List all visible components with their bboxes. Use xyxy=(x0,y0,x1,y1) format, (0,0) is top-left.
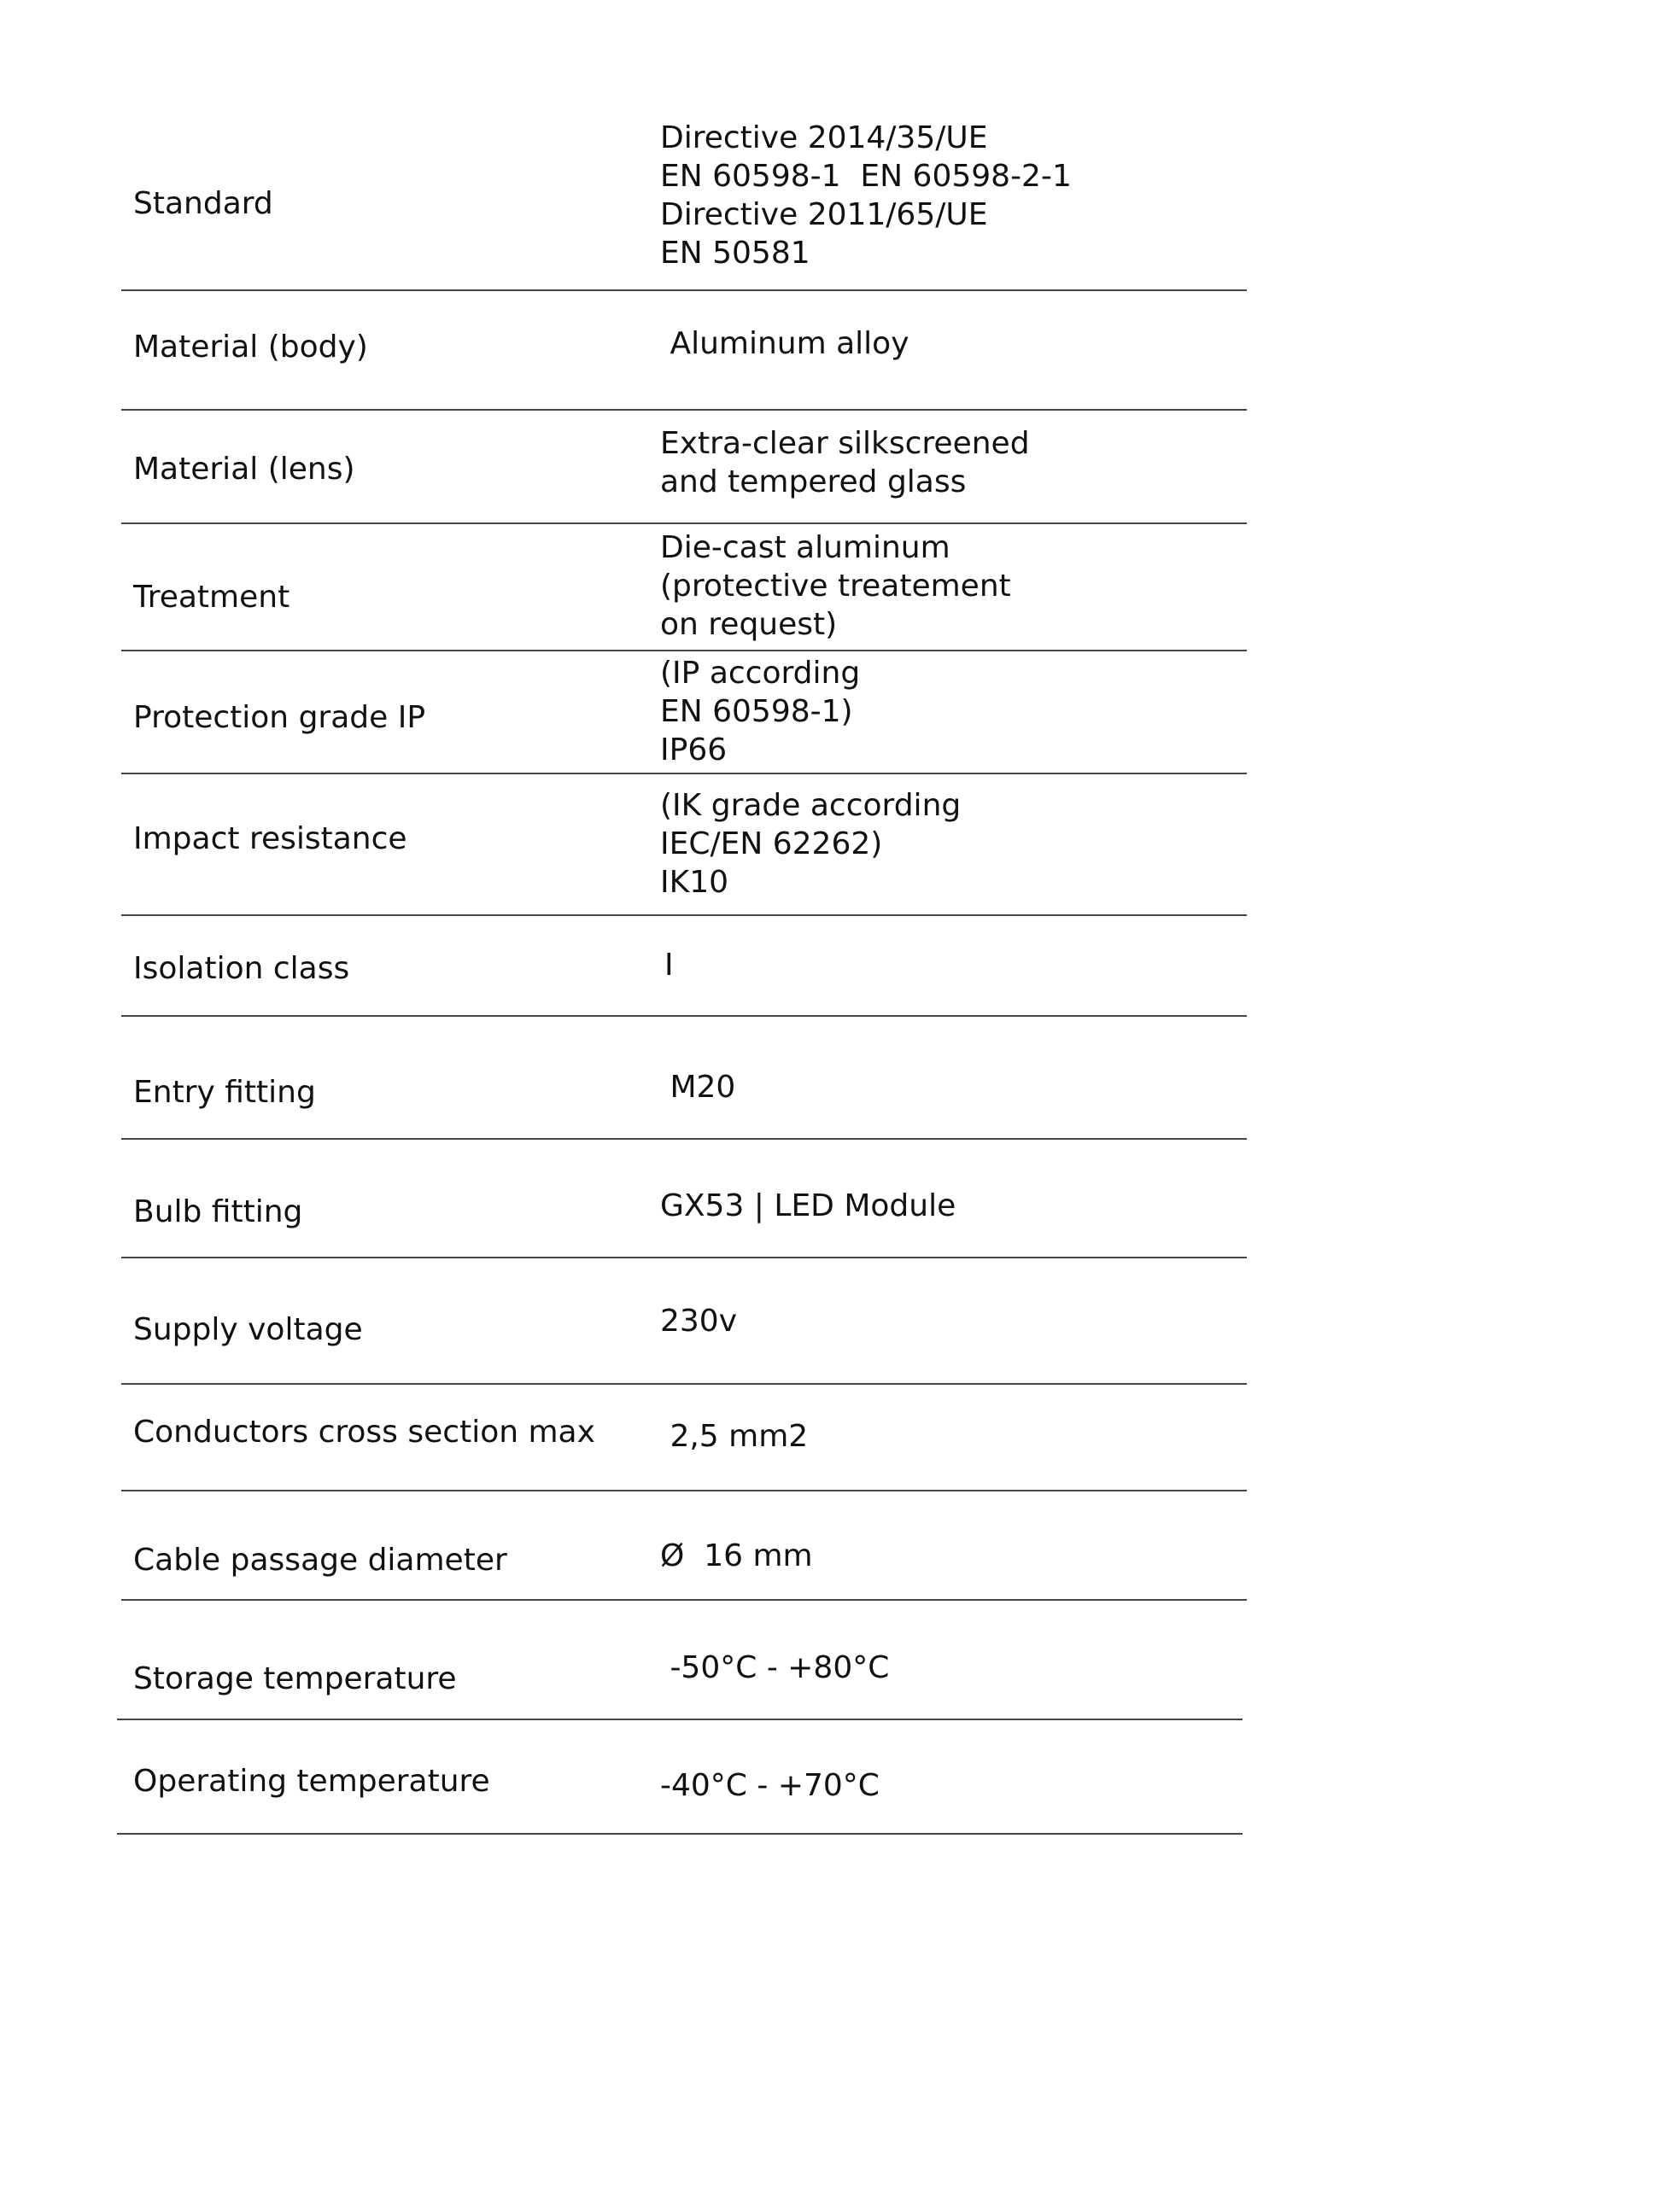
row-divider xyxy=(117,1833,1243,1835)
spec-value-treatment xyxy=(660,528,1011,644)
row-divider xyxy=(121,1490,1247,1491)
value-line: (IP according xyxy=(660,656,861,691)
value-line: EN 60598-1) xyxy=(660,694,853,729)
row-divider xyxy=(121,409,1247,411)
label-line: Isolation class xyxy=(133,951,350,986)
value-line: Aluminum alloy xyxy=(660,326,909,361)
spec-value-entry-fitting xyxy=(660,1068,735,1106)
spec-label-supply-voltage xyxy=(133,1310,363,1350)
spec-value-cable-passage xyxy=(660,1537,813,1575)
row-divider xyxy=(121,1257,1247,1258)
label-line: cross section max xyxy=(318,1415,595,1450)
row-divider xyxy=(117,1719,1243,1720)
value-line: IK10 xyxy=(660,865,729,900)
spec-label-material-body xyxy=(133,328,368,367)
value-line: 2,5 mm2 xyxy=(660,1419,809,1454)
row-divider xyxy=(121,522,1247,524)
value-line: Directive 2011/65/UE xyxy=(660,197,988,232)
spec-value-standard xyxy=(660,119,1072,272)
value-line: Extra-clear silkscreened xyxy=(660,426,1030,461)
value-line: and tempered glass xyxy=(660,464,967,499)
value-line: EN 50581 xyxy=(660,236,810,271)
label-line: Material (body) xyxy=(133,330,368,365)
spec-label-bulb-fitting xyxy=(133,1193,302,1232)
value-line: (IK grade according xyxy=(660,788,962,823)
value-line: M20 xyxy=(660,1070,736,1105)
row-divider xyxy=(121,650,1247,651)
label-line: Material (lens) xyxy=(133,452,355,487)
label-line: Cable passage diameter xyxy=(133,1543,507,1578)
row-divider xyxy=(121,773,1247,774)
spec-value-operating-temperature xyxy=(660,1766,880,1805)
row-divider xyxy=(121,289,1247,291)
value-line: -40°C - +70°C xyxy=(660,1768,880,1803)
spec-value-material-body xyxy=(660,324,909,363)
spec-label-protection-grade xyxy=(133,698,425,738)
spec-value-protection-grade xyxy=(660,654,860,769)
value-line: Directive 2014/35/UE xyxy=(660,120,988,155)
value-line: IP66 xyxy=(660,732,728,767)
label-line: Standard xyxy=(133,186,273,221)
value-line: on request) xyxy=(660,607,838,642)
value-line: IEC/EN 62262) xyxy=(660,826,883,861)
spec-value-supply-voltage xyxy=(660,1302,737,1340)
row-divider xyxy=(121,1599,1247,1601)
label-line: Supply voltage xyxy=(133,1312,363,1347)
spec-label-standard xyxy=(133,184,273,224)
value-line: Die-cast aluminum xyxy=(660,530,950,565)
row-divider xyxy=(121,1383,1247,1385)
label-line: Impact resistance xyxy=(133,821,407,856)
value-line: Ø 16 mm xyxy=(660,1538,813,1573)
spec-label-impact-resistance xyxy=(133,820,407,859)
spec-label-isolation-class xyxy=(133,949,349,989)
spec-value-isolation-class xyxy=(664,946,674,984)
label-line: Operating temperature xyxy=(133,1764,490,1799)
value-line: I xyxy=(664,948,674,983)
row-divider xyxy=(121,1138,1247,1140)
spec-value-storage-temperature xyxy=(660,1649,889,1687)
row-divider xyxy=(121,1015,1247,1017)
spec-value-impact-resistance xyxy=(660,786,961,902)
value-line: GX53 | LED Module xyxy=(660,1188,956,1223)
label-line: Conductors xyxy=(133,1415,309,1450)
spec-label-conductors xyxy=(133,1413,595,1452)
value-line: 230v xyxy=(660,1304,738,1339)
value-line: -50°C - +80°C xyxy=(660,1650,890,1685)
spec-label-storage-temperature xyxy=(133,1660,457,1699)
value-line: EN 60598-1 EN 60598-2-1 xyxy=(660,159,1072,194)
spec-value-bulb-fitting xyxy=(660,1187,956,1225)
row-divider xyxy=(121,914,1247,916)
label-line: Bulb fitting xyxy=(133,1194,303,1229)
label-line: Entry fitting xyxy=(133,1075,316,1110)
label-line: Treatment xyxy=(133,580,290,615)
spec-label-operating-temperature xyxy=(133,1762,490,1801)
spec-label-entry-fitting xyxy=(133,1073,316,1112)
value-line: (protective treatement xyxy=(660,569,1011,604)
spec-label-treatment xyxy=(133,578,289,617)
spec-label-cable-passage xyxy=(133,1541,507,1580)
label-line: Protection grade IP xyxy=(133,700,426,735)
spec-value-conductors xyxy=(660,1417,808,1456)
spec-label-material-lens xyxy=(133,450,355,489)
spec-value-material-lens xyxy=(660,424,1030,501)
label-line: Storage temperature xyxy=(133,1661,457,1696)
